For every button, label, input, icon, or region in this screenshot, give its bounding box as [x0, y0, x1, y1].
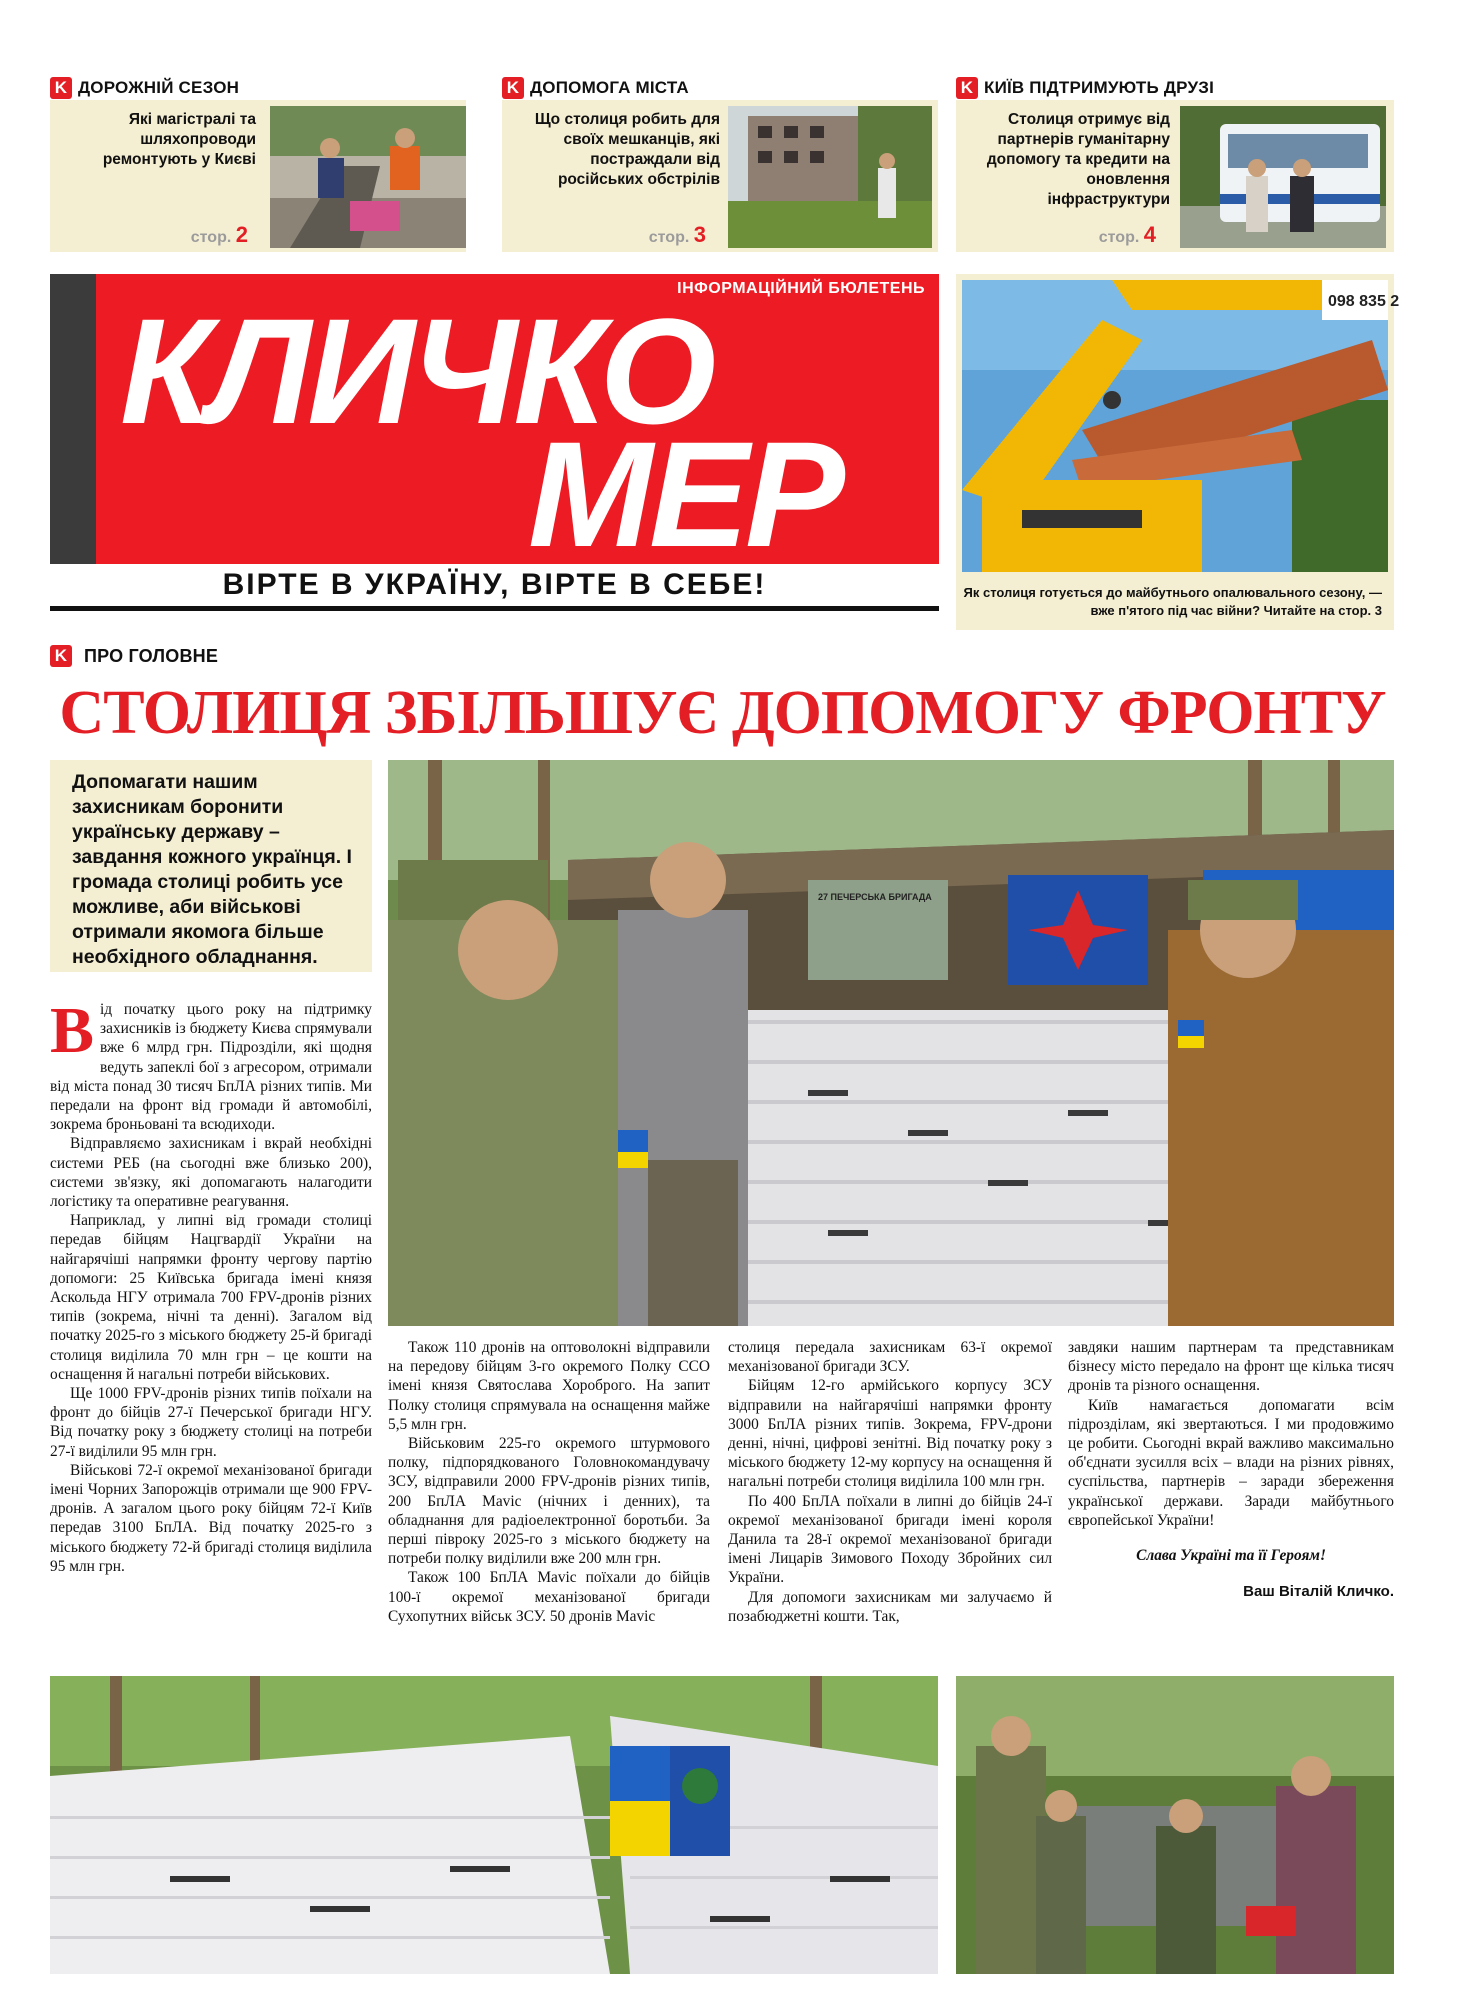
article-paragraph: Бійцям 12-го армійського корпусу ЗСУ відправили на найгарячіші напрямки фронту 3000 БпЛА різних типів. Зокрема, FPV-дрони денні, нічні, цифрові зенітні. Від початку року з міського бюджету 12-му корпусу на оснащення й нагальні потреби столиця виділила 100 млн грн. [728, 1377, 1052, 1491]
article-signature: Ваш Віталій Кличко. [1243, 1583, 1394, 1601]
teaser-2-text: Що столиця робить для своїх мешканців, які постраждали від російських обстрілів [534, 111, 720, 188]
article-paragraph: Також 110 дронів на оптоволокні відправили на передову бійцям 3-го окремого Полку ССО імені князя Святослава Хороброго. На запит Полку столиця спрямувала на оснащення майже 5,5 млн грн. [388, 1339, 710, 1433]
masthead-rule [50, 606, 939, 611]
k-logo-icon: K [50, 77, 72, 99]
article-column-4 [1068, 1338, 1394, 1600]
article-paragraph: столиця передала захисникам 63-ї окремої механізованої бригади ЗСУ. [728, 1339, 1052, 1376]
damaged-building-photo [728, 106, 932, 248]
k-logo-icon: K [50, 645, 72, 667]
article-column-3 [728, 1338, 1052, 1626]
article-paragraph: Також 100 БпЛА Mavic поїхали до бійців 100-ї окремої механізованої бригади Сухопутних військ ЗСУ. 50 дронів Mavic [388, 1569, 710, 1625]
crane-phone-text: 098 835 2 [1328, 293, 1400, 310]
masthead [50, 274, 939, 578]
article-paragraph: Ще 1000 FPV-дронів різних типів поїхали на фронт до бійців 27-ї Печерської бригади НГУ. Від початку року з бюджету столиці на потреби 27-ї виділили 95 млн грн. [50, 1385, 372, 1460]
article-paragraph: По 400 БпЛА поїхали в липні до бійців 24-ї окремої механізованої бригади імені короля Данила та 28-ї окремої механізованої бригади імені Лицарів Зимового Походу Збройних сил України. [728, 1492, 1052, 1587]
article-headline: СТОЛИЦЯ ЗБІЛЬШУЄ ДОПОМОГУ ФРОНТУ [59, 679, 1386, 747]
k-logo-icon: K [956, 77, 978, 99]
lead-box [50, 760, 372, 972]
main-photo [388, 760, 1394, 1326]
teaser-2[interactable] [502, 100, 938, 252]
article-column-1 [50, 994, 372, 1576]
article-paragraph: Для допомоги захисникам ми залучаємо й позабюджетні кошти. Так, [728, 1588, 1052, 1625]
masthead-title-line1: КЛИЧКО [120, 287, 713, 455]
teaser-1-heading: K ДОРОЖНІЙ СЕЗОН [50, 77, 239, 99]
article-dropcap: В [50, 994, 95, 1067]
article-column-2 [388, 1338, 710, 1626]
teaser-2-heading: K ДОПОМОГА МІСТА [502, 77, 689, 99]
k-logo-icon: K [502, 77, 524, 99]
handover-photo [956, 1676, 1394, 1974]
crane-photo [962, 280, 1400, 572]
teaser-3-page[interactable]: стор. 4 [1098, 222, 1156, 247]
article-paragraph: Наприклад, у липні від громади столиці передав бійцям Нацгвардії України на найгарячіші напрямки фронту чергову партію допомоги: 25 Київська бригада імені князя Аскольда НГУ отримала 700 FPV-дронів різних типів (зокрема, нічні та денні). Загалом від початку 2025-го з міського бюджету 25-й бригаді столиця виділила 70 млн грн – це кошти на оснащення й нагальні потреби військових. [50, 1212, 372, 1383]
article-paragraph: завдяки нашим партнерам та представникам бізнесу місто передало на фронт ще кілька тисяч дронів та різного оснащення. [1068, 1339, 1394, 1395]
masthead-side-bar [50, 274, 96, 564]
teaser-3-text: Столиця отримує від партнерів гуманітарну допомогу та кредити на оновлення інфраструктури [986, 111, 1170, 208]
article-paragraph: Військовим 225-го окремого штурмового полку, підпорядкованого Головнокомандувачу ЗСУ, відправили 2000 FPV-дронів різних типів, 200 БпЛА Mavic (нічних і денних), та обладнання для радіоелектронної боротьби. За перші півроку 2025-го з міського бюджету на потреби полку виділили вже 200 млн грн. [388, 1435, 710, 1568]
section-label: K ПРО ГОЛОВНЕ [50, 645, 218, 667]
side-photo-caption: Як столиця готується до майбутнього опалювального сезону, — вже п'ятого під час війни? Читайте на стор. 3 [963, 585, 1382, 618]
article-paragraph: Київ намагається допомагати всім підрозділам, які звертаються. І ми продовжимо це робити. Сьогодні вкрай важливо максимально об'єднати зусилля всіх – влади на різних рівнях, суспільства, партнерів – заради збереження української держави. Заради майбутнього європейської України! [1068, 1396, 1394, 1529]
masthead-title-line2: МЕР [528, 410, 842, 578]
masthead-slogan: ВІРТЕ В УКРАЇНУ, ВІРТЕ В СЕБЕ! [222, 568, 767, 601]
masthead-kicker: ІНФОРМАЦІЙНИЙ БЮЛЕТЕНЬ [677, 280, 925, 297]
lead-text: Допомагати нашим захисникам боронити українську державу – завдання кожного українця. І громада столиці робить усе можливе, аби військові отримали якомога більше необхідного обладнання. [72, 771, 352, 968]
bus-handover-photo [1180, 106, 1386, 248]
teaser-3[interactable] [956, 100, 1394, 252]
teaser-1[interactable] [50, 100, 466, 252]
brigade-banner-text: 27 ПЕЧЕРСЬКА БРИГАДА [818, 892, 932, 902]
teaser-2-page[interactable]: стор. 3 [648, 222, 706, 247]
drones-boxes-photo [50, 1676, 938, 1974]
article-paragraph: Військові 72-ї окремої механізованої бригади імені Чорних Запорожців отримали ще 900 FPV-дронів. А загалом цього року бійцям 72-ї Київ передав 3100 БпЛА. Від початку 2025-го з міського бюджету 72-й бригаді столиця виділила 95 млн грн. [50, 1461, 372, 1575]
article-closing: Слава Україні та її Героям! [1136, 1547, 1326, 1565]
teaser-3-heading: K КИЇВ ПІДТРИМУЮТЬ ДРУЗІ [956, 77, 1214, 99]
side-photo-block [956, 274, 1400, 630]
road-repair-photo [270, 106, 466, 248]
teaser-1-page[interactable]: стор. 2 [190, 222, 248, 247]
article-paragraph: Відправляємо захисникам і вкрай необхідні системи РЕБ (на сьогодні вже близько 200), системи зв'язку, які допомагають налагодити логістику та оперативне реагування. [50, 1135, 372, 1211]
article-paragraph: ід початку цього року на підтримку захисників із бюджету Києва спрямували вже 6 млрд грн. Підрозділи, які щодня ведуть запеклі бої з агресором, отримали від міста понад 30 тисяч БпЛА різних типів. Ми передали на фронт від громади й автомобілі, зокрема броньовані та всюдиходи. [50, 1001, 372, 1134]
teaser-1-text: Які магістралі та шляхопроводи ремонтують у Києві [102, 111, 256, 168]
